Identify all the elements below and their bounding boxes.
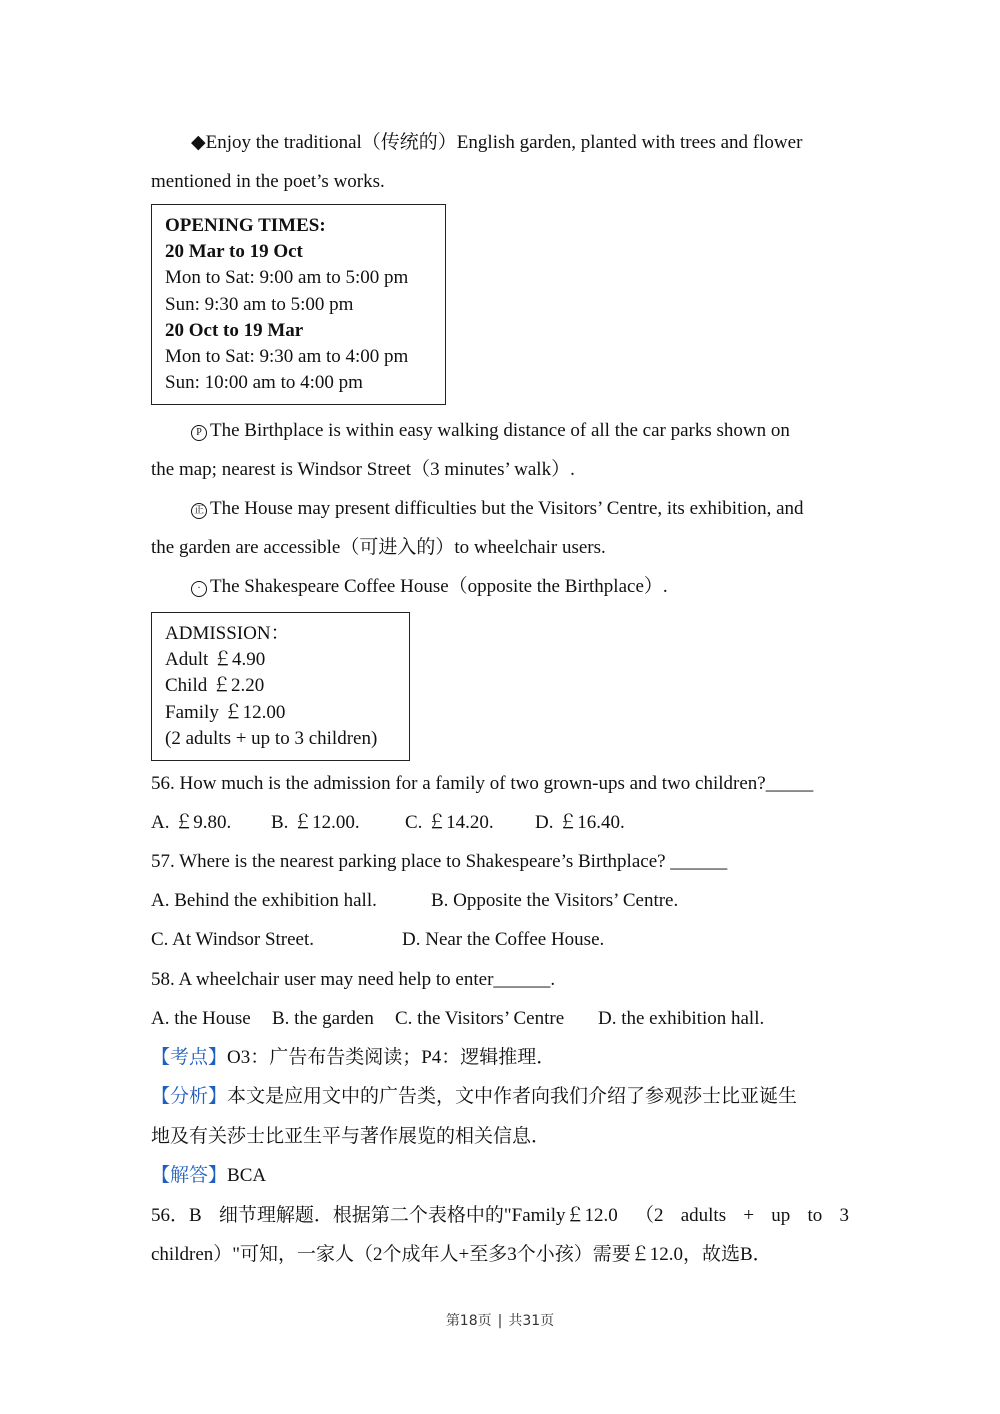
explanation-line-2: children）"可知，一家人（2个成年人+至多3个小孩）需要￡12.0，故选B． (151, 1244, 772, 1265)
kaodian-label: 【考点】 (151, 1047, 228, 1068)
question-56-options (151, 810, 625, 836)
parking-icon: P (191, 425, 207, 441)
footer-separator: | (497, 1313, 503, 1329)
explanation-line-1: 56．B 细节理解题．根据第二个表格中的"Family￡12.0 （2 adults + up to 3 (151, 1205, 849, 1226)
q56-option-d: D. ￡16.40. (535, 812, 625, 833)
q58-option-d: D. the exhibition hall. (598, 1008, 765, 1029)
q58-option-c: C. the Visitors’ Centre (395, 1008, 565, 1029)
page-number: 第18页 (445, 1313, 492, 1329)
season-2-label: 20 Oct to 19 Mar (165, 319, 304, 341)
admission-title: ADMISSION： (165, 623, 290, 644)
fenxi-label: 【分析】 (151, 1086, 228, 1107)
parking-line-2: the map; nearest is Windsor Street（3 minutes’ walk）. (151, 459, 575, 480)
admission-adult: Adult ￡4.90 (165, 649, 266, 671)
wheelchair-icon: 正 (191, 503, 207, 519)
q57-option-b: B. Opposite the Visitors’ Centre. (431, 890, 679, 911)
q56-option-b: B. ￡12.00. (271, 812, 360, 833)
q57-option-c: C. At Windsor Street. (151, 929, 315, 950)
q58-option-a: A. the House (151, 1008, 251, 1029)
q57-option-d: D. Near the Coffee House. (402, 929, 605, 950)
admission-child: Child ￡2.20 (165, 675, 265, 697)
question-58-options (151, 1006, 764, 1032)
fenxi-line-2: 地及有关莎士比亚生平与著作展览的相关信息． (151, 1126, 551, 1147)
kaodian-line: 【考点】O3：广告布告类阅读；P4：逻辑推理． (151, 1047, 556, 1068)
q58-option-b: B. the garden (272, 1008, 374, 1029)
fenxi-line-1: 【分析】本文是应用文中的广告类，文中作者向我们介绍了参观莎士比亚诞生 (151, 1086, 798, 1107)
admission-box (151, 612, 410, 761)
question-57: 57. Where is the nearest parking place to Shakespeare’s Birthplace? ______ (151, 851, 728, 872)
jieda-label: 【解答】 (151, 1165, 228, 1186)
page-total: 共31页 (508, 1313, 555, 1329)
opening-times-title: OPENING TIMES: (165, 215, 326, 236)
question-57-options-cd (151, 927, 604, 953)
parking-line-1: P The Birthplace is within easy walking distance of all the car parks shown on (191, 418, 790, 444)
question-58: 58. A wheelchair user may need help to enter______. (151, 969, 556, 990)
admission-family: Family ￡12.00 (165, 701, 286, 723)
access-line-2: the garden are accessible（可进入的）to wheelchair users. (151, 537, 606, 558)
coffee-line: · The Shakespeare Coffee House（opposite the Birthplace）. (191, 574, 668, 600)
jieda-line: 【解答】BCA (151, 1165, 267, 1186)
document-page (151, 0, 849, 1414)
page-footer (0, 1310, 1000, 1330)
admission-family-note: (2 adults + up to 3 children) (165, 727, 378, 749)
season-2-weekday: Mon to Sat: 9:30 am to 4:00 pm (165, 346, 409, 368)
opening-times-box (151, 204, 446, 405)
season-2-sunday: Sun: 10:00 am to 4:00 pm (165, 372, 363, 394)
access-line-1: 正 The House may present difficulties but the Visitors’ Centre, its exhibition, and (191, 496, 804, 522)
garden-line-1: ◆Enjoy the traditional（传统的）English garden, planted with trees and flower (191, 132, 803, 153)
q57-option-a: A. Behind the exhibition hall. (151, 890, 377, 911)
q56-option-a: A. ￡9.80. (151, 812, 232, 833)
season-1-weekday: Mon to Sat: 9:00 am to 5:00 pm (165, 267, 409, 289)
diamond-bullet-icon: ◆ (191, 132, 206, 153)
question-56: 56. How much is the admission for a family of two grown-ups and two children?_____ (151, 773, 814, 794)
coffee-icon: · (191, 581, 207, 597)
season-1-sunday: Sun: 9:30 am to 5:00 pm (165, 293, 354, 315)
q56-option-c: C. ￡14.20. (405, 812, 494, 833)
garden-line-2: mentioned in the poet’s works. (151, 171, 385, 192)
season-1-label: 20 Mar to 19 Oct (165, 241, 303, 263)
question-57-options-ab (151, 888, 678, 914)
